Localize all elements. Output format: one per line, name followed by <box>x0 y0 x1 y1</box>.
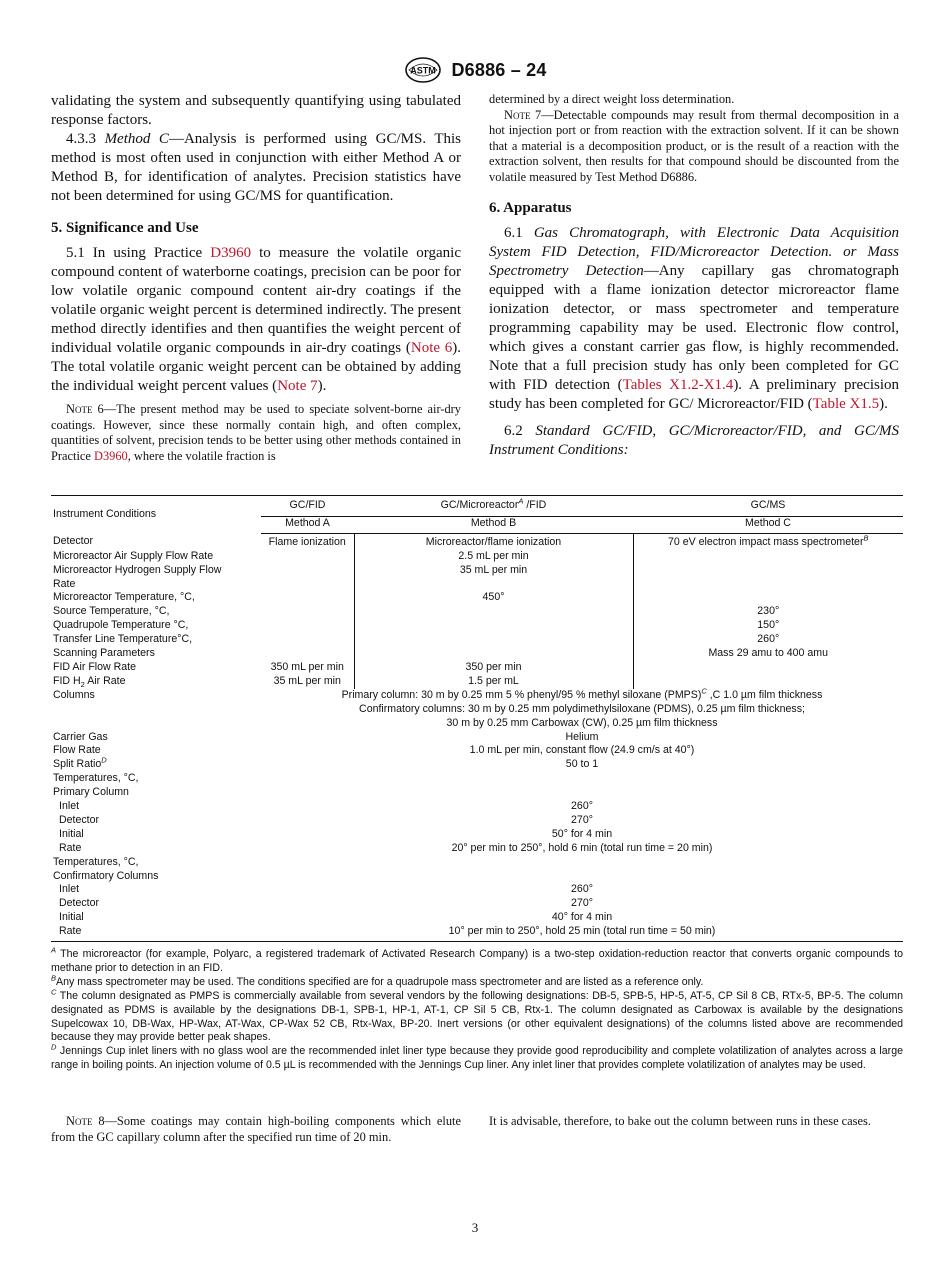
footnote-a: $^A$ The microreactor (for example, Polyarc, a registered trademark of Activated Research Company) is a two-step oxidation-reduction reactor that converts organic compounds to methane prior to detection in an FID. <box>51 945 903 974</box>
table-row: Flow Rate 1.0 mL per min, constant flow (24.9 cm/s at 40°) <box>53 744 695 757</box>
table-row: Rate <box>51 578 903 592</box>
table-row: Detector 270° <box>59 897 593 910</box>
table-row: Quadrupole Temperature °C, 150° <box>53 619 780 632</box>
table-row: Detector Flame ionization Microreactor/flame ionization 70 eV electron impact mass spectrometer$^B$ <box>53 533 869 548</box>
table-row: FID $H_2$ Air Rate 35 mL per min 1.5 per mL <box>51 675 903 689</box>
table-row: Rate 20° per min to 250°, hold 6 min (total run time = 20 min) <box>59 841 713 854</box>
table-row: Inlet 260° <box>59 800 593 813</box>
table-row: Initial 40° for 4 min <box>59 911 613 924</box>
header-gc-ms: GC/MS <box>633 496 903 517</box>
header-gc-microreactor-fid: GC/Microreactor$^A$ /FID <box>354 496 633 517</box>
link-note-6[interactable]: Note 6 <box>410 340 453 356</box>
page-header <box>0 56 950 84</box>
paragraph-6-2: 6.2 Standard GC/FID, GC/Microreactor/FID, and GC/MS Instrument Conditions: <box>489 423 900 458</box>
table-row: Carrier Gas Helium <box>53 730 599 743</box>
table-row: Microreactor Air Supply Flow Rate 2.5 mL per min <box>51 550 903 564</box>
right-column <box>489 92 899 460</box>
header-gc-fid: GC/FID <box>261 496 354 517</box>
note-7: Note 7—Detectable compounds may result from thermal decomposition in a hot injection port or from reaction with the extraction solvent. If it can be shown that a material is a decomposition product, or is the result of a reaction with the extraction solvent, then results for that compound should be discounted from the volatile measured by Test Method D6886. <box>489 107 899 184</box>
table-row: Primary Column <box>53 786 129 799</box>
table-row: Columns Primary column: 30 m by 0.25 mm 5 % phenyl/95 % methyl siloxane (PMPS)$^C$ ,C 1.0 µm film thickness <box>53 686 823 701</box>
footnote-c: $^C$ The column designated as PMPS is commercially available from several vendors by the following designations: DB-5, SPB-5, HP-5, AT-5, CP Sil 8 CB, RTx-5, BP-5. The column designated as PDMS is available by the designations DB-1, SPB-1, HP-1, AT-1, CP Sil 5 CB, Rtx-1. The column designated as Carbowax is available by the designations Supelcowax 10, DB-Wax, HP-Wax, AT-Wax, CP-Wax 52 CB, Rtx-Wax, BP-20. Inert versions (or other equivalent designations) of the columns listed above are recommended because they may provide better peak shapes. <box>51 987 903 1044</box>
paragraph: validating the system and subsequently quantifying using tabulated response factors. <box>51 93 461 128</box>
table-row: Rate 10° per min to 250°, hold 25 min (total run time = 50 min) <box>51 925 903 941</box>
header-method-a: Method A <box>261 516 354 533</box>
table-row: Microreactor Temperature, °C, 450° <box>51 591 903 605</box>
paragraph-5-1: 5.1 In using Practice D3960 to measure the volatile organic compound content of waterborne coatings, precision can be poor for low volatile organic compound content air-dry coatings if the volatile organic weight percent is determined indirectly. The present method directly identifies and then quantifies the weight percent of individual volatile organic compounds in air-dry coatings (Note 6). The total volatile organic weight percent can be obtained by adding the individual weight percent values (Note 7). <box>51 245 461 394</box>
svg-text:ASTM: ASTM <box>410 65 437 76</box>
link-d3960[interactable]: D3960 <box>210 245 252 261</box>
table-row: Temperatures, °C, <box>53 772 139 785</box>
designation: D6886 – 24 <box>451 59 547 80</box>
table-footnotes <box>51 945 903 1073</box>
note-8-left: Note 8—Some coatings may contain high-boiling components which elute from the GC capillary column after the specified run time of 20 min. <box>51 1114 461 1144</box>
table-row: Initial 50° for 4 min <box>59 827 613 840</box>
note-6-continued: determined by a direct weight loss determination. <box>489 92 735 106</box>
header-method-b: Method B <box>354 516 633 533</box>
link-note-7[interactable]: Note 7 <box>277 378 318 394</box>
table-row: Detector 270° <box>59 813 593 826</box>
astm-logo-icon <box>403 56 443 84</box>
table-row: Split Ratio$^D$ 50 to 1 <box>53 755 599 771</box>
footnote-d: $^D$ Jennings Cup inlet liners with no glass wool are the recommended inlet liner type because they provide good reproducibility and complete volatilization of analytes across a large range in boiling points. An injection volume of 0.5 µL is recommended with the Jennings Cup liner. Any inlet liner that provides complete volatilization of analytes may be used. <box>51 1042 903 1072</box>
page-number: 3 <box>471 1220 479 1235</box>
link-d3960-note[interactable]: D3960 <box>94 448 128 463</box>
section-5-heading: 5. Significance and Use <box>51 220 199 236</box>
table-row: Inlet 260° <box>59 883 593 896</box>
header-instrument-conditions: Instrument Conditions <box>51 496 261 534</box>
link-table-x1-5[interactable]: Table X1.5 <box>812 396 880 412</box>
table-row: 30 m by 0.25 mm Carbowax (CW), 0.25 µm film thickness <box>446 716 718 729</box>
note-8-right: It is advisable, therefore, to bake out the column between runs in these cases. <box>489 1114 871 1128</box>
instrument-conditions-table <box>51 495 903 942</box>
table-row: Scanning Parameters Mass 29 amu to 400 amu <box>53 647 829 660</box>
table-row: Temperatures, °C, <box>53 855 139 868</box>
table-row: Source Temperature, °C, 230° <box>53 605 780 618</box>
footnote-b: $^B$Any mass spectrometer may be used. The conditions specified are for a quadrupole mass spectrometer and are listed as a reference only. <box>51 973 704 988</box>
table-row: Microreactor Hydrogen Supply Flow 35 mL per min <box>51 564 903 578</box>
table-row: Confirmatory Columns <box>53 869 159 882</box>
link-tables-x1-2-x1-4[interactable]: Tables X1.2-X1.4 <box>622 377 734 393</box>
table-row: FID Air Flow Rate 350 mL per min 350 per min <box>51 661 903 675</box>
paragraph-4-3-3: 4.3.3 Method C—Analysis is performed using GC/MS. This method is most often used in conjunction with either Method A or Method B, for identification of analytes. Precision statistics have not been determined for using GC/MS for quantification. <box>51 131 462 204</box>
table-row: Transfer Line Temperature°C, 260° <box>53 633 780 646</box>
paragraph-6-1: 6.1 Gas Chromatograph, with Electronic Data Acquisition System FID Detection, FID/Microreactor Detection. or Mass Spectrometry Detection—Any capillary gas chromatograph equipped with a flame ionization detector microreactor flame ionization detector, or mass spectrometer and temperature programming capability may be used. Electronic flow control, which gives a constant carrier gas flow, is highly recommended. Note that a full precision study has only been completed for GC with FID detection (Tables X1.2-X1.4). A preliminary precision study has been completed for GC/ Microreactor/FID (Table X1.5). <box>489 225 900 412</box>
note-6: Note 6—The present method may be used to speciate solvent-borne air-dry coatings. However, since these normally contain high, and often complex, quantities of solvent, precision tends to be better using other methods contained in Practice D3960, where the volatile fraction is <box>51 402 461 463</box>
section-6-heading: 6. Apparatus <box>489 200 572 216</box>
header-method-c: Method C <box>633 516 903 533</box>
left-column <box>51 92 461 464</box>
table-row: Confirmatory columns: 30 m by 0.25 mm polydimethylsiloxane (PDMS), 0.25 µm film thickness; <box>359 702 805 715</box>
